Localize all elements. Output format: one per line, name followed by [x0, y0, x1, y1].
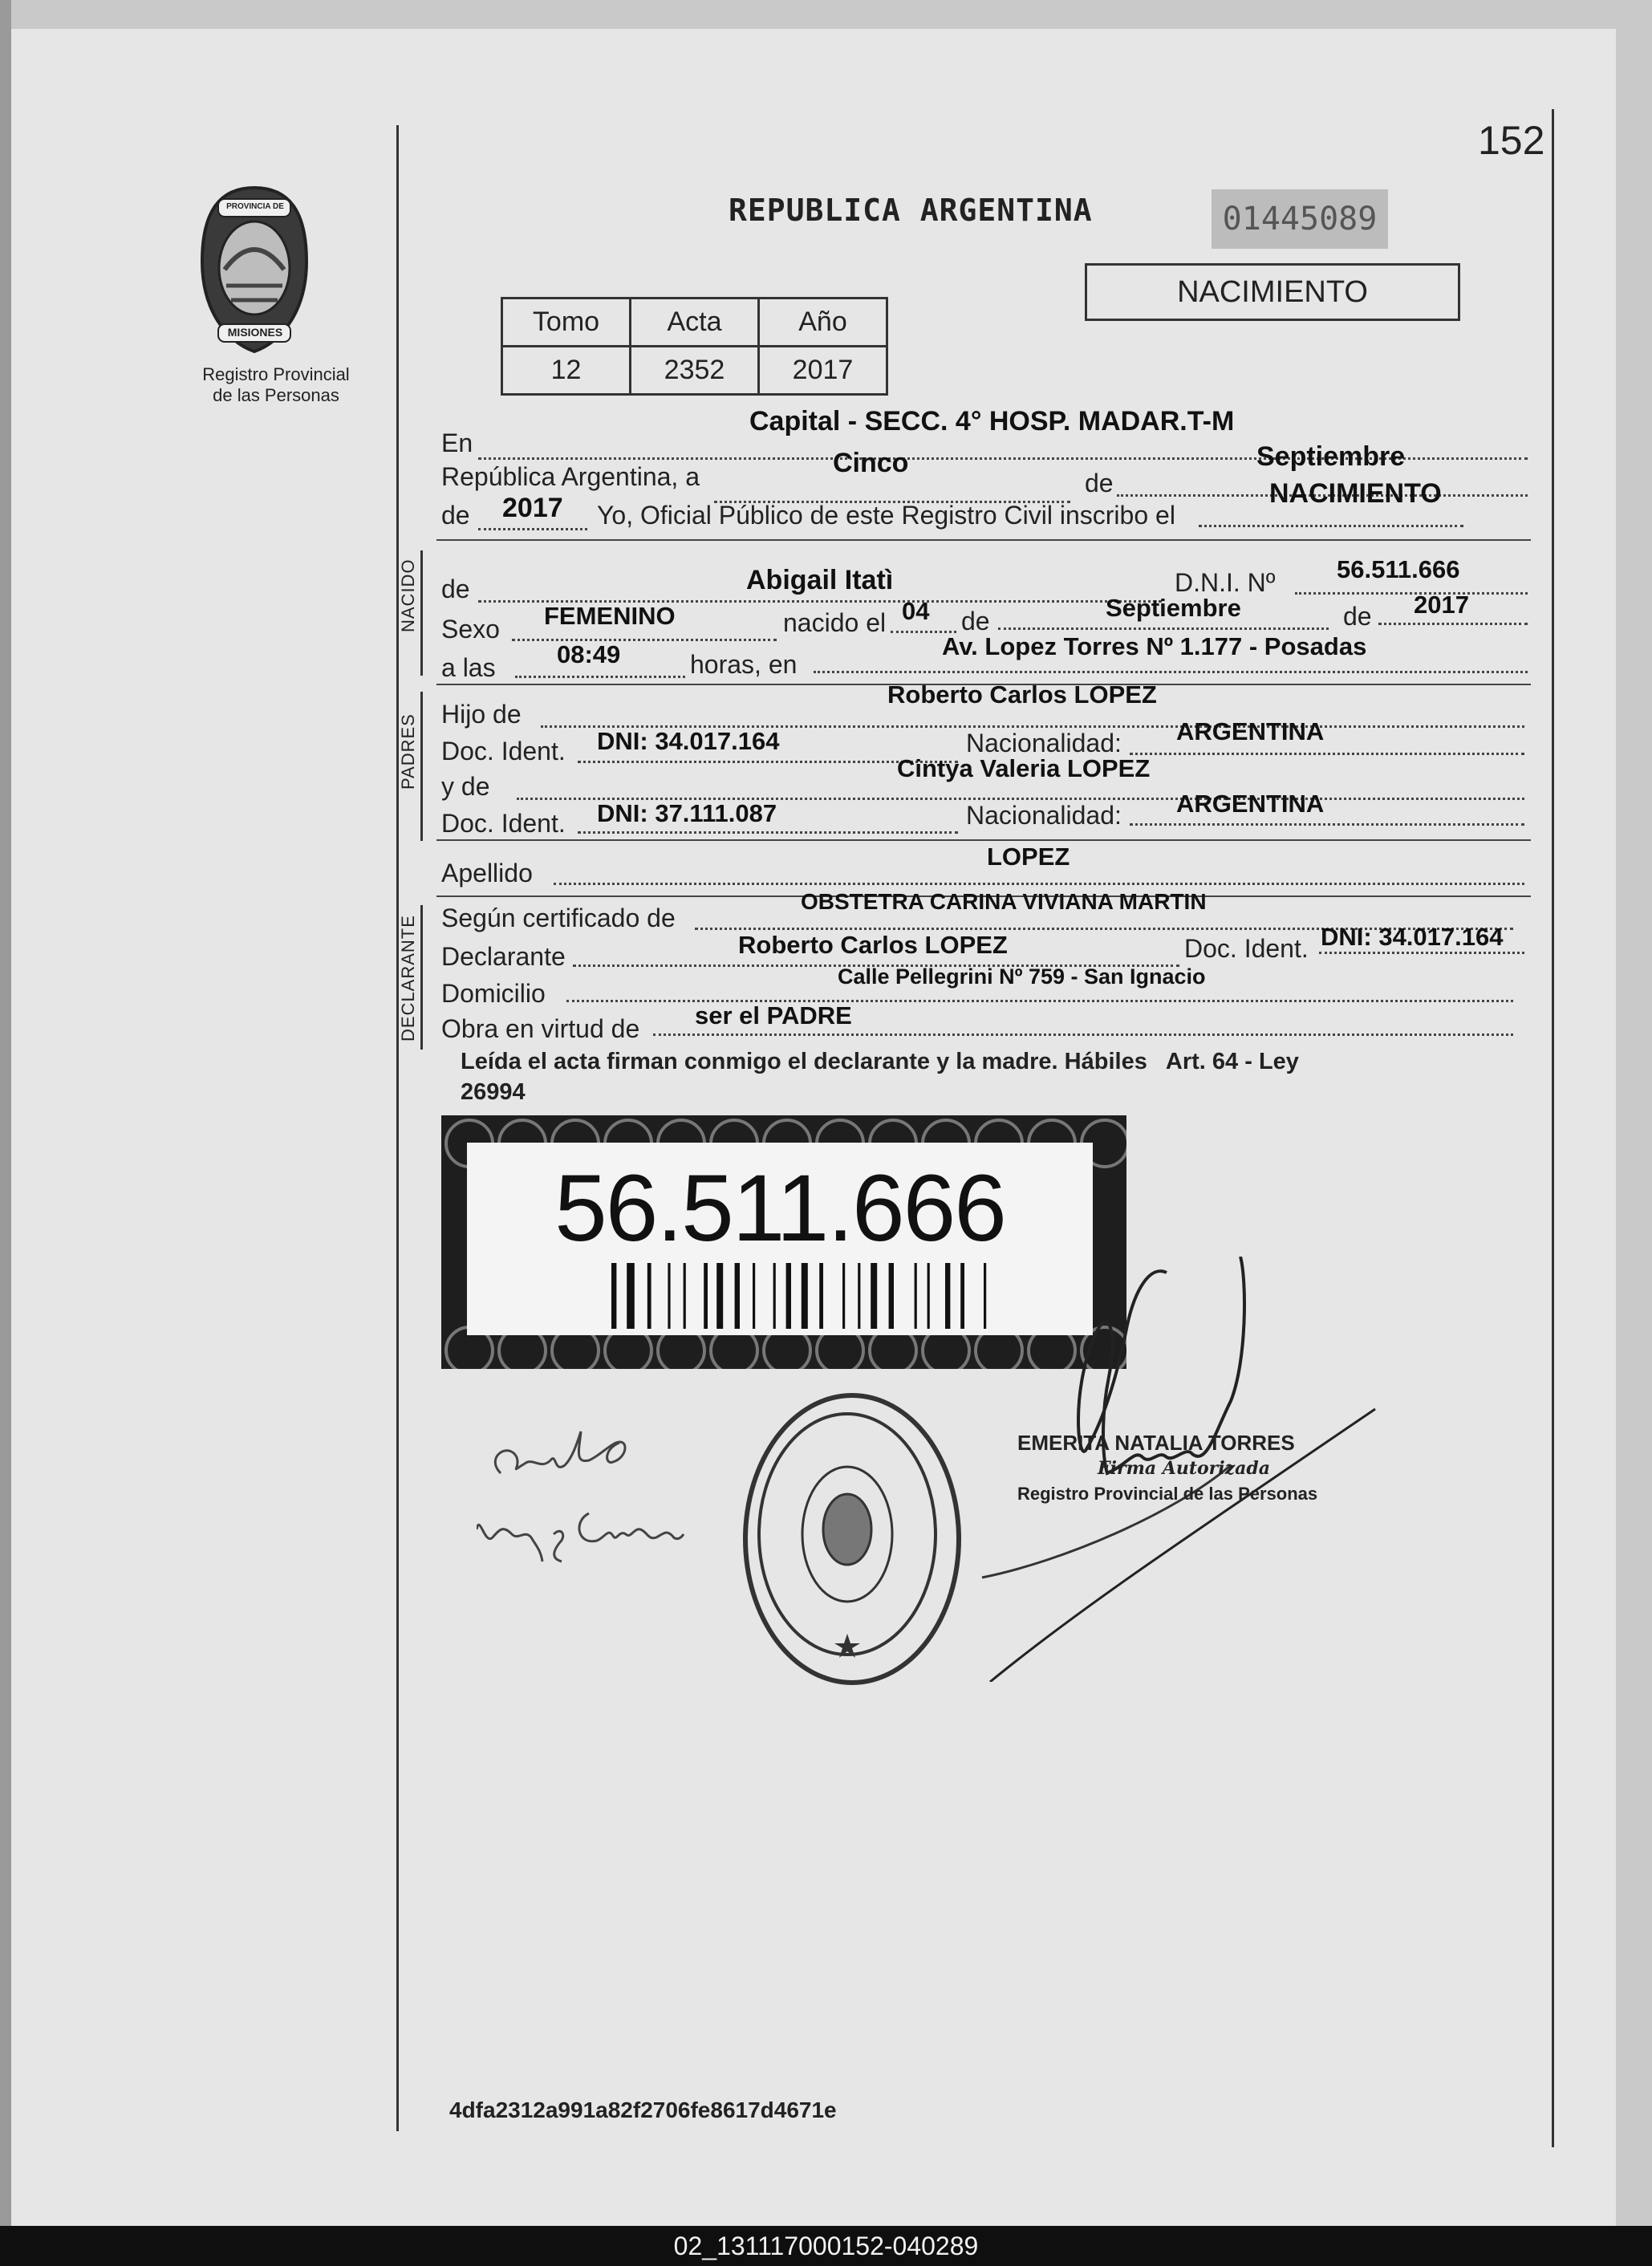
padres-bracket — [420, 692, 423, 841]
dom-label: Domicilio — [441, 979, 546, 1008]
barcode-bar — [611, 1263, 616, 1329]
child-dni: 56.511.666 — [1337, 555, 1460, 583]
handwritten-signature-parent — [477, 1393, 685, 1570]
barcode-bar — [627, 1263, 635, 1329]
year-label: de — [441, 501, 470, 530]
decl-doc-dots — [1319, 952, 1524, 954]
record-type-box: NACIMIENTO — [1085, 263, 1460, 321]
barcode-bar — [735, 1263, 740, 1329]
emblem-misiones — [194, 181, 315, 358]
mother-doc-label: Doc. Ident. — [441, 809, 566, 838]
date-label-a: República Argentina, a — [441, 462, 700, 491]
header-acta: Acta — [631, 298, 759, 347]
decl-label: Declarante — [441, 942, 566, 971]
page-number: 152 — [1478, 118, 1545, 163]
registry-stamp — [743, 1393, 961, 1685]
father-doc: DNI: 34.017.164 — [597, 727, 780, 755]
father-nationality: ARGENTINA — [1176, 717, 1325, 745]
apellido-dots — [554, 883, 1524, 885]
alas-label: a las — [441, 653, 496, 682]
barcode-bar — [716, 1263, 723, 1329]
father-doc-label: Doc. Ident. — [441, 737, 566, 765]
sexo-dots — [512, 639, 777, 641]
mother-nationality: ARGENTINA — [1176, 790, 1325, 818]
right-margin-line — [1552, 109, 1554, 2147]
registry-line-2: de las Personas — [213, 385, 339, 405]
nacido-el-label: nacido el — [783, 608, 887, 637]
child-name: Abigail Itatì — [746, 565, 894, 595]
book-table — [501, 297, 888, 396]
decl-doc: DNI: 34.017.164 — [1321, 923, 1504, 951]
footer-id-bar — [0, 2226, 1652, 2266]
birth-day: 04 — [902, 597, 930, 625]
birth-time: 08:49 — [557, 640, 621, 668]
document-hash: 4dfa2312a991a82f2706fe8617d4671e — [449, 2097, 837, 2122]
left-margin-line — [396, 125, 399, 2131]
barcode-bar — [819, 1263, 823, 1329]
inscribo-value: NACIMIENTO — [1269, 478, 1442, 509]
year-dots — [478, 528, 587, 530]
horas-label: horas, en — [690, 650, 798, 679]
barcode-bar — [915, 1263, 917, 1329]
official-role: Firma Autorizada — [1098, 1458, 1270, 1479]
mother-doc: DNI: 37.111.087 — [597, 799, 777, 827]
closing-line-2: 26994 — [461, 1079, 526, 1105]
sexo-label: Sexo — [441, 615, 500, 644]
official-block — [1017, 1430, 1317, 1507]
date-month: Septiembre — [1256, 441, 1406, 472]
birth-year-dots — [1378, 623, 1528, 625]
declarante-bracket — [420, 905, 423, 1050]
header-tomo: Tomo — [502, 298, 631, 347]
registry-label — [172, 364, 380, 406]
emblem-top-text: PROVINCIA DE — [226, 202, 284, 211]
padres-section-label: PADRES — [398, 713, 418, 790]
place-value: Capital - SECC. 4° HOSP. MADAR.T-M — [749, 406, 1235, 437]
ano-value: 2017 — [759, 347, 887, 395]
barcode-bar — [684, 1263, 686, 1329]
date-year: 2017 — [502, 493, 563, 523]
registry-line-1: Registro Provincial — [202, 364, 350, 384]
cert-label: Según certificado de — [441, 904, 676, 932]
birth-place-dots — [814, 671, 1528, 673]
closing-line-1: Leída el acta firman conmigo el declarante y la madre. Hábiles Art. 64 - Ley — [461, 1049, 1299, 1074]
closing-text — [461, 1046, 1520, 1107]
barcode-bar — [842, 1263, 845, 1329]
time-dots — [515, 676, 685, 678]
barcode-bar — [704, 1263, 708, 1329]
date-day: Cinco — [833, 448, 909, 478]
inscribo-label: Yo, Oficial Público de este Registro Civil inscribo el — [597, 501, 1175, 530]
emblem-bottom-text: MISIONES — [227, 326, 283, 339]
birth-year: 2017 — [1414, 591, 1469, 619]
birth-de2-label: de — [1343, 602, 1372, 631]
barcode-bar — [773, 1263, 776, 1329]
acta-value: 2352 — [631, 347, 759, 395]
official-name: EMERITA NATALIA TORRES — [1017, 1431, 1295, 1455]
official-org: Registro Provincial de las Personas — [1017, 1484, 1318, 1504]
page-edge — [0, 0, 11, 2226]
decl-name: Roberto Carlos LOPEZ — [738, 931, 1008, 959]
nacido-bracket — [420, 550, 423, 676]
father-nat-dots — [1130, 753, 1524, 755]
apellido-value: LOPEZ — [987, 843, 1070, 871]
barcode-bar — [647, 1263, 651, 1329]
inscribo-dots — [1199, 525, 1463, 527]
dni-label: D.N.I. Nº — [1175, 568, 1276, 597]
mother-name: Cintya Valeria LOPEZ — [897, 754, 1151, 782]
tomo-value: 12 — [502, 347, 631, 395]
barcode-bar — [753, 1263, 755, 1329]
header-ano: Año — [759, 298, 887, 347]
barcode-bar — [889, 1263, 894, 1329]
barcode-bar — [858, 1263, 860, 1329]
barcode-bar — [945, 1263, 950, 1329]
document-title: REPUBLICA ARGENTINA — [729, 193, 1093, 228]
dni-dots — [1295, 592, 1528, 595]
date-label-de: de — [1085, 469, 1114, 497]
cert-value: OBSTETRA CARINA VIVIANA MARTIN — [801, 889, 1207, 914]
barcode-bar — [786, 1263, 791, 1329]
birth-de1-label: de — [961, 607, 990, 636]
yde-label: y de — [441, 772, 490, 801]
obra-label: Obra en virtud de — [441, 1014, 640, 1043]
barcode-bar — [802, 1263, 808, 1329]
father-nat-label: Nacionalidad: — [966, 729, 1122, 757]
mother-nat-label: Nacionalidad: — [966, 801, 1122, 830]
dom-value: Calle Pellegrini Nº 759 - San Ignacio — [838, 964, 1206, 989]
barcode-bar — [668, 1263, 670, 1329]
apellido-label: Apellido — [441, 859, 533, 887]
decl-doc-label: Doc. Ident. — [1184, 934, 1309, 963]
nacido-section-label: NACIDO — [398, 558, 418, 632]
place-label: En — [441, 428, 473, 457]
barcode-number: 56.511.666 — [554, 1155, 1005, 1261]
document-page — [11, 29, 1616, 2226]
birth-month: Septiembre — [1106, 594, 1241, 622]
mother-doc-dots — [578, 831, 958, 834]
barcode-bar — [927, 1263, 930, 1329]
mother-nat-dots — [1130, 823, 1524, 826]
padres-section-rule — [436, 839, 1531, 841]
barcode-bar — [871, 1263, 877, 1329]
obra-dots — [653, 1034, 1513, 1036]
date-section-rule — [436, 539, 1531, 541]
obra-value: ser el PADRE — [695, 1001, 852, 1029]
hijo-label: Hijo de — [441, 700, 522, 729]
child-sexo: FEMENINO — [544, 602, 676, 630]
birth-place: Av. Lopez Torres Nº 1.177 - Posadas — [942, 632, 1367, 660]
nacido-de-label: de — [441, 575, 470, 603]
father-name: Roberto Carlos LOPEZ — [887, 680, 1157, 709]
footer-id: 02_131117000152-040289 — [673, 2231, 979, 2260]
serial-number: 01445089 — [1212, 189, 1388, 249]
declarante-section-label: DECLARANTE — [398, 915, 418, 1042]
barcode-bar — [960, 1263, 964, 1329]
birth-month-dots — [998, 627, 1329, 630]
